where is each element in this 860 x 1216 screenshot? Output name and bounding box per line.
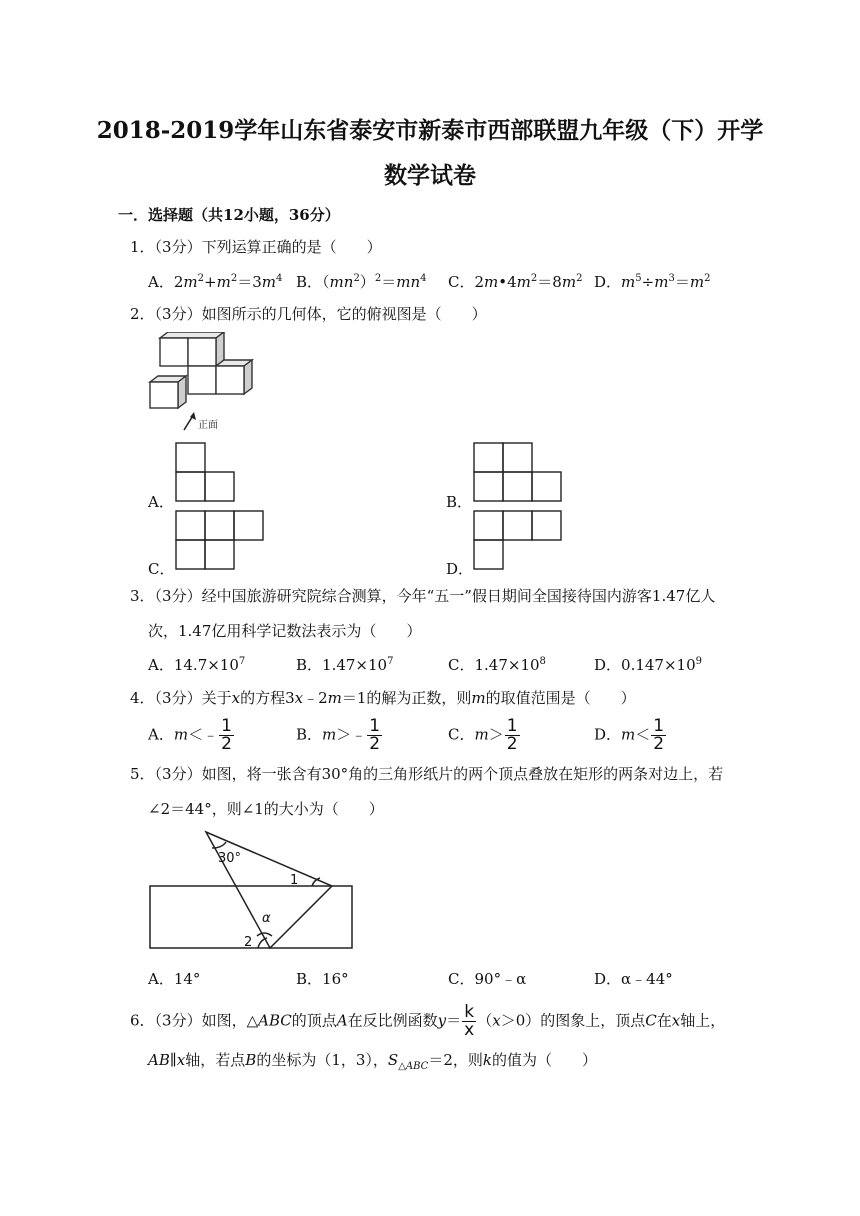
question-stem: 下列运算正确的是（ ） (201, 238, 382, 256)
q2-option-d-label: D． (446, 560, 474, 578)
question-3-line1: 3．（3分）经中国旅游研究院综合测算，今年“五一”假日期间全国接待国内游客1.47亿人 (130, 587, 716, 605)
question-2: 2．（3分）如图所示的几何体，它的俯视图是（ ） (130, 305, 487, 323)
question-score: （3分） (154, 238, 202, 256)
question-number: 1． (130, 238, 155, 256)
q1-option-d: D．$m^5\div m^3=m^2$ (594, 273, 711, 291)
q3-option-b: B．$1.47\times 10^7$ (296, 656, 394, 674)
question-5-line2: ∠2＝44°，则∠1的大小为（ ） (148, 800, 384, 818)
q4-option-b: B．m＞﹣ $\frac{1}{2}$ (296, 716, 381, 754)
q5-figure (140, 826, 360, 954)
question-6-line2: AB∥x轴，若点B的坐标为（1，3），$S_{\triangle ABC}=2$，则k的值为（ ） (148, 1051, 597, 1072)
q2-option-c-figure (174, 509, 266, 571)
q2-solid-figure (140, 332, 260, 434)
q2-option-a-figure (174, 441, 238, 503)
q5-option-d: D．α﹣44° (594, 970, 673, 988)
section-heading: 一．选择题（共12小题，36分） (118, 206, 340, 224)
question-6-line1: 6．（3分）如图，△ABC的顶点A在反比例函数y＝ $\frac{k}{x}$ （x＞0）的图象上，顶点C在x轴上， (130, 1002, 726, 1040)
q2-option-b-label: B． (446, 493, 473, 511)
q1-option-b: B．$(mn^2)^2=mn^4$ (296, 273, 427, 291)
q5-option-b: B．16° (296, 970, 349, 988)
q1-option-c: C．$2m•4m^2=8m^2$ (448, 273, 583, 291)
question-4: 4．（3分）关于x的方程3x﹣2m＝1的解为正数，则m的取值范围是（ ） (130, 689, 636, 707)
question-5-line1: 5．（3分）如图，将一张含有30°角的三角形纸片的两个顶点叠放在矩形的两条对边上，若 (130, 765, 724, 783)
q3-option-a: A．$14.7\times 10^7$ (148, 656, 246, 674)
q2-option-d-figure (472, 509, 564, 571)
angle-alpha-label: α (262, 911, 271, 926)
question-1 (130, 236, 382, 257)
document-title-line2: 数学试卷 (384, 162, 476, 189)
q4-option-a: A．m＜﹣ $\frac{1}{2}$ (148, 716, 232, 754)
q2-option-c-label: C． (148, 560, 175, 578)
angle-1-label: 1 (290, 873, 299, 888)
q5-option-a: A．14° (148, 970, 201, 988)
question-3-line2: 次，1.47亿用科学记数法表示为（ ） (148, 622, 422, 640)
front-label: 正面 (198, 420, 218, 431)
q2-option-b-figure (472, 441, 564, 503)
q3-option-c: C．$1.47\times 10^8$ (448, 656, 546, 674)
q1-option-a: A．$2m^2+m^2=3m^4$ (148, 273, 283, 291)
q3-option-d: D．$0.147\times 10^9$ (594, 656, 703, 674)
angle-30-label: 30° (218, 851, 242, 866)
q2-option-a-label: A． (148, 493, 174, 511)
q5-option-c: C．90°﹣α (448, 970, 527, 988)
q4-option-d: D．m＜ $\frac{1}{2}$ (594, 716, 665, 754)
angle-2-label: 2 (244, 935, 253, 950)
document-title-line1: 2018-2019学年山东省泰安市新泰市西部联盟九年级（下）开学 (96, 117, 764, 144)
triangle (206, 832, 332, 948)
q4-option-c: C．m＞ $\frac{1}{2}$ (448, 716, 518, 754)
